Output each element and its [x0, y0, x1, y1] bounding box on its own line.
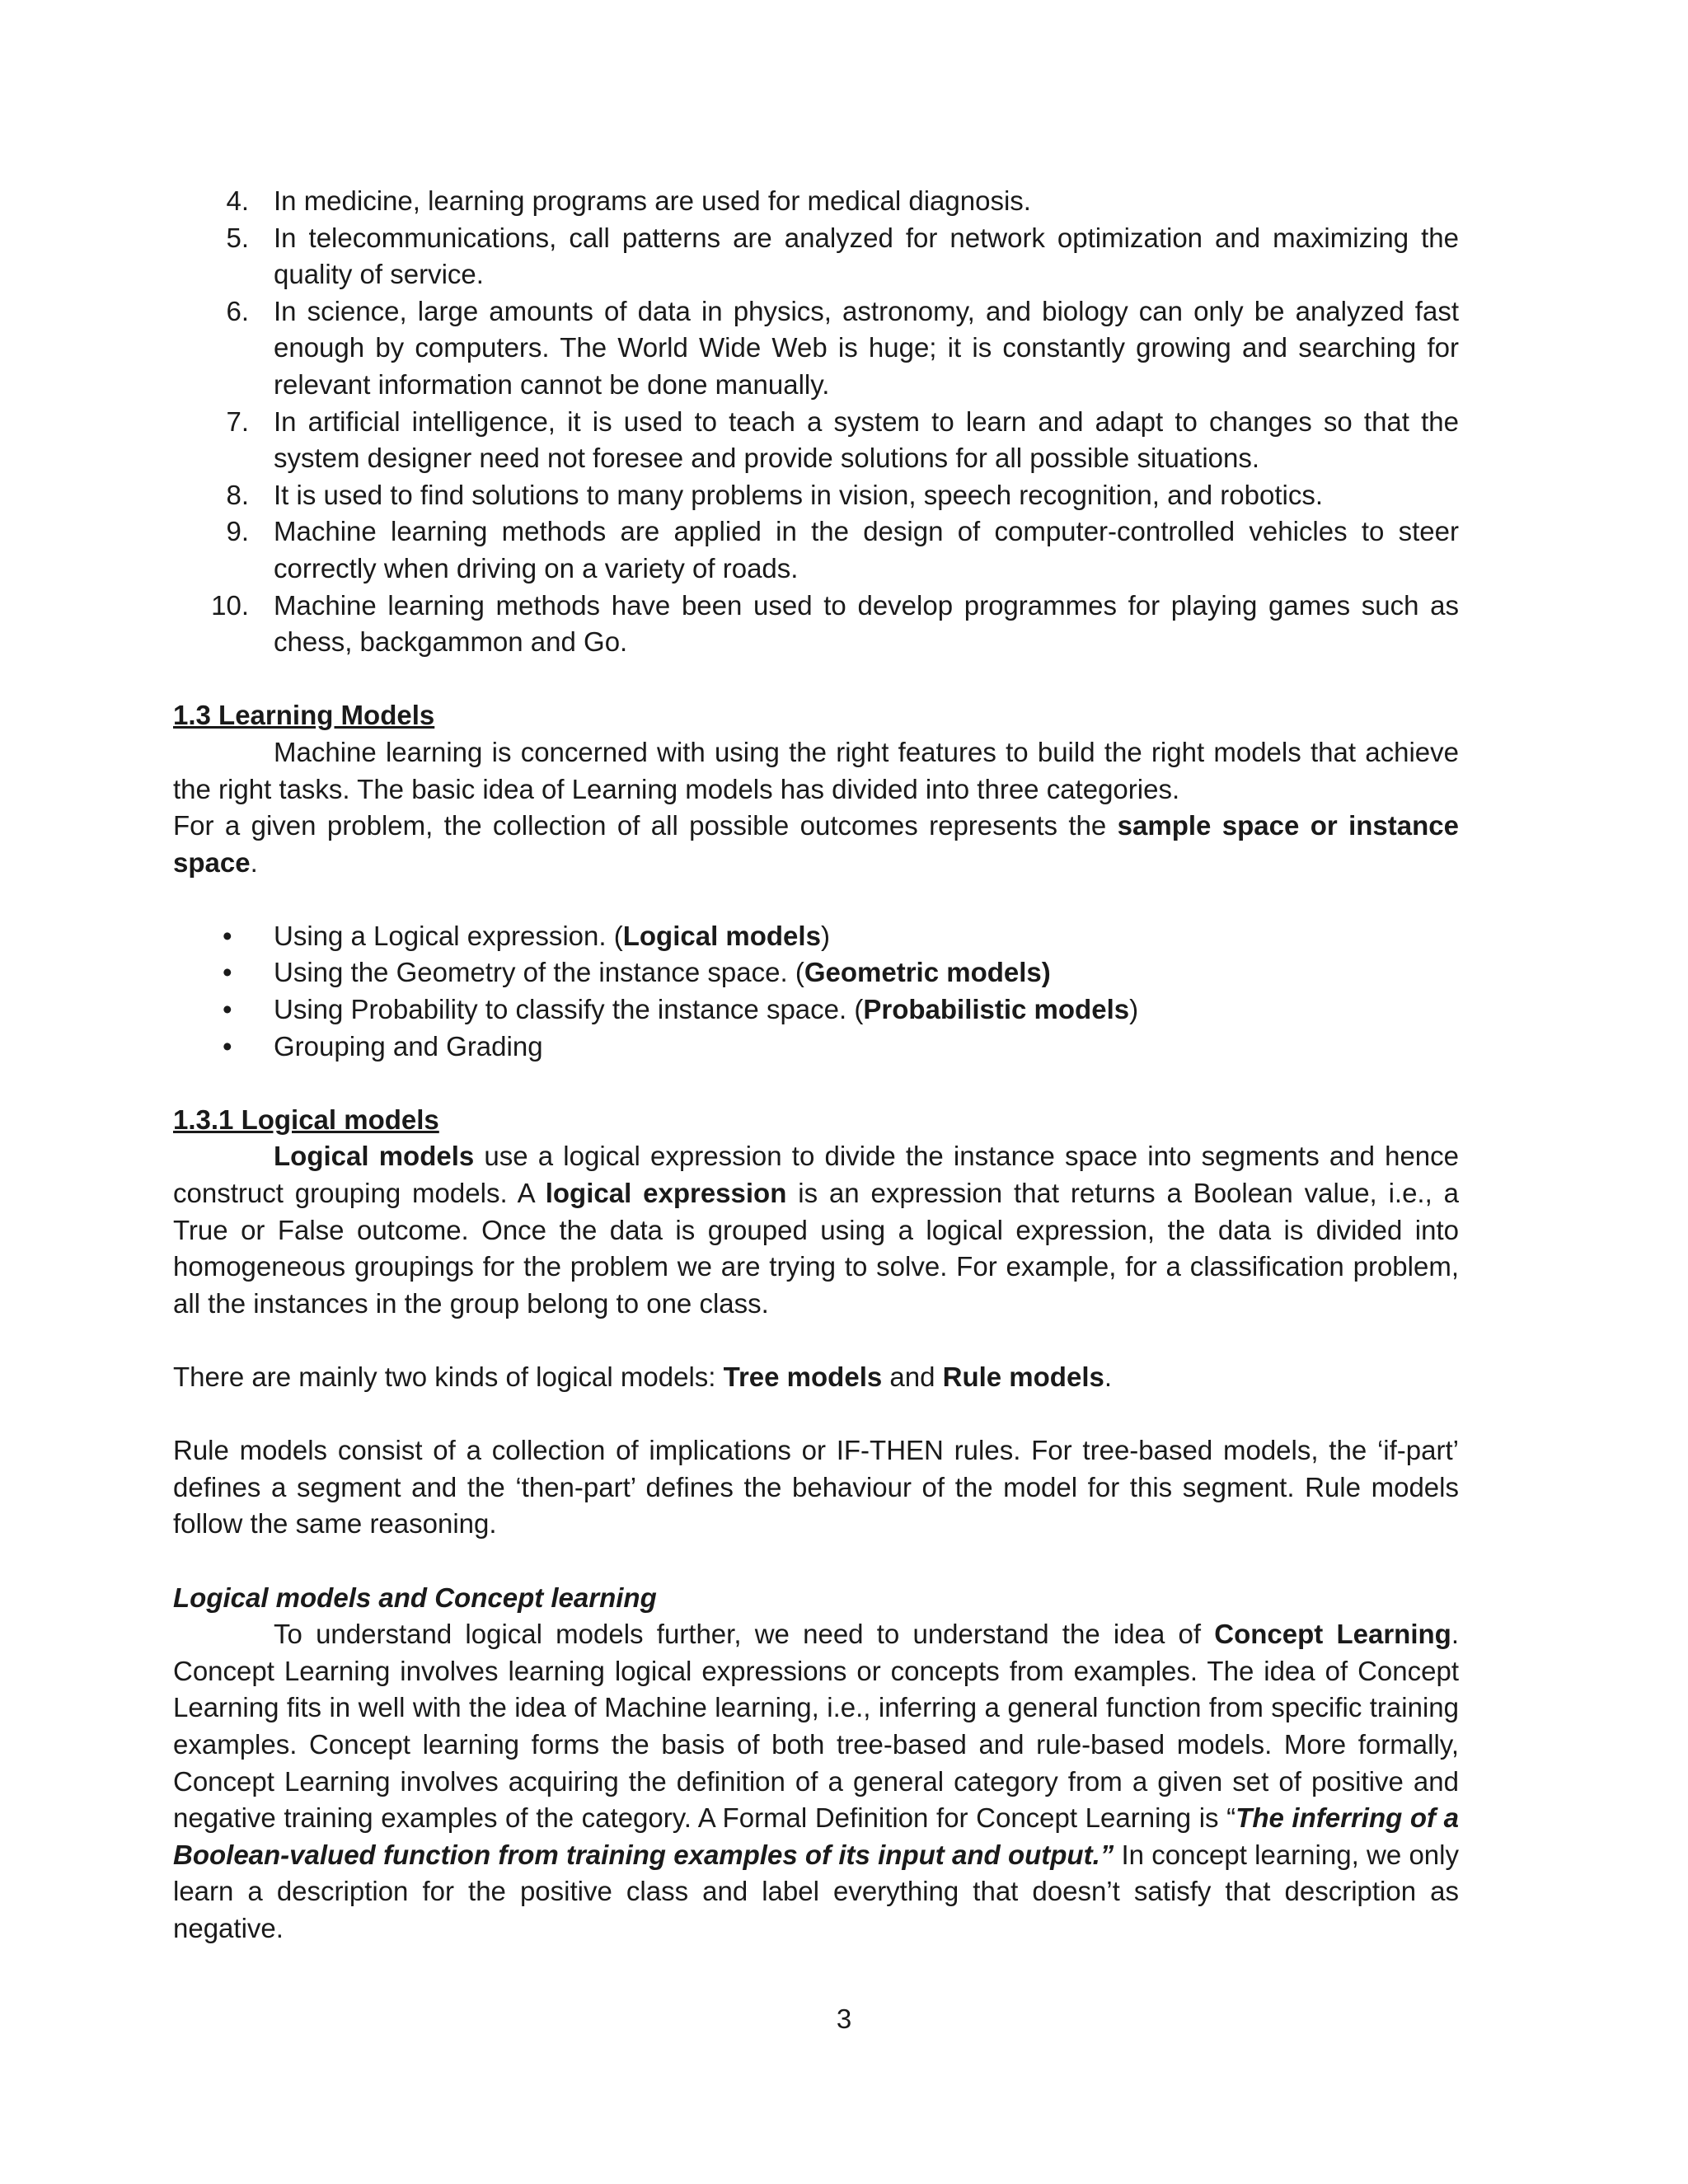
- list-item-text: In telecommunications, call patterns are analyzed for network optimization and maximizing the quality of service.: [274, 222, 1459, 290]
- bullet-icon: •: [223, 920, 232, 951]
- spacer: [173, 1543, 1459, 1580]
- list-item-number: 4.: [226, 185, 249, 216]
- spacer: [173, 881, 1459, 918]
- bullet-item: [173, 918, 1459, 955]
- paragraph-text: In concept learning, we only learn a description for the positive class and label everything that doesn’t satisfy that description as negative.: [173, 1839, 1459, 1943]
- bullet-icon: •: [223, 1030, 232, 1062]
- bold-term: logical expression: [545, 1178, 787, 1209]
- list-item-number: 10.: [211, 589, 249, 621]
- bullet-text: Grouping and Grading: [274, 1030, 543, 1062]
- spacer: [173, 1065, 1459, 1102]
- bullet-item: [173, 954, 1459, 991]
- list-item-text: Machine learning methods are applied in the design of computer-controlled vehicles to steer correctly when driving on a variety of roads.: [274, 516, 1459, 583]
- list-item-number: 5.: [226, 222, 249, 253]
- list-item-text: In artificial intelligence, it is used to teach a system to learn and adapt to changes so that the system designer need not foresee and provide solutions for all possible situations.: [274, 405, 1459, 474]
- bold-term: sample space or instance space: [173, 810, 1459, 878]
- bold-term: Tree models: [723, 1361, 883, 1392]
- list-item-text: In science, large amounts of data in physics, astronomy, and biology can only be analyzed fast enough by computers. The World Wide Web is huge; it is constantly growing and searching for relevant information cannot be done manually.: [274, 295, 1459, 400]
- paragraph-text: There are mainly two kinds of logical models:: [173, 1361, 724, 1392]
- bullet-text: Using a Logical expression. (: [274, 920, 623, 951]
- numbered-list: [173, 183, 1459, 661]
- bold-italic-definition: The inferring of a Boolean-valued function from training examples of its input and output.”: [173, 1802, 1459, 1870]
- bold-term: Rule models: [942, 1361, 1104, 1392]
- list-item-text: In medicine, learning programs are used for medical diagnosis.: [274, 185, 1031, 216]
- list-item-number: 6.: [226, 295, 249, 326]
- list-item-text: It is used to find solutions to many problems in vision, speech recognition, and robotics.: [274, 479, 1324, 510]
- subsection-heading-concept-learning: Logical models and Concept learning: [173, 1582, 657, 1613]
- spacer: [173, 1322, 1459, 1359]
- paragraph: [173, 808, 1459, 881]
- bullet-text: Using the Geometry of the instance space. (: [274, 957, 804, 988]
- paragraph-text: .: [1104, 1361, 1113, 1392]
- bullet-icon: •: [223, 957, 232, 988]
- paragraph-text: use a logical expression to divide the instance space into segments and hence construct grouping models. A: [173, 1141, 1460, 1209]
- paragraph: Rule models consist of a collection of implications or IF-THEN rules. For tree-based models, the ‘if-part’ defines a segment and the ‘then-part’ defines the behaviour of the model for this segment. Rule models follow the same reasoning.: [173, 1435, 1459, 1540]
- list-item: [173, 477, 1459, 514]
- bold-term: Logical models: [274, 1141, 475, 1172]
- paragraph: [173, 1359, 1459, 1396]
- list-item: [173, 293, 1459, 404]
- paragraph-text: and: [882, 1361, 943, 1392]
- document-page: [173, 183, 1459, 1947]
- list-item: [173, 513, 1459, 587]
- paragraph: Machine learning is concerned with using the right features to build the right models that achieve the right tasks. The basic idea of Learning models has divided into three categories.: [173, 736, 1459, 804]
- list-item: [173, 588, 1459, 661]
- bullet-item: [173, 991, 1459, 1029]
- bullet-list: [173, 918, 1459, 1065]
- list-item-number: 9.: [226, 516, 249, 547]
- bullet-icon: •: [223, 994, 232, 1025]
- paragraph-text: is an expression that returns a Boolean value, i.e., a True or False outcome. Once the data is grouped using a logical expression, the data is divided into homogeneous groupings for the problem we are trying to solve. For example, for a classification problem, all the instances in the group belong to one class.: [173, 1178, 1459, 1319]
- paragraph: [173, 1138, 1459, 1322]
- paragraph-text: .: [250, 846, 258, 878]
- bullet-bold: Geometric models): [804, 957, 1051, 988]
- bullet-text: ): [1129, 994, 1139, 1025]
- bullet-text: ): [820, 920, 830, 951]
- list-item: [173, 404, 1459, 477]
- bullet-bold: Probabilistic models: [863, 994, 1130, 1025]
- bold-term: Concept Learning: [1214, 1619, 1451, 1650]
- paragraph-text: . Concept Learning involves learning logical expressions or concepts from examples. The idea of Concept Learning fits in well with the idea of Machine learning, i.e., inferring a general function from specific training examples. Concept learning forms the basis of both tree-based and rule-based models. More formally, Concept Learning involves acquiring the definition of a general category from a given set of positive and negative training examples of the category. A Formal Definition for Concept Learning is “: [173, 1619, 1459, 1834]
- section-heading-learning-models: 1.3 Learning Models: [173, 700, 435, 731]
- bullet-bold: Logical models: [622, 920, 821, 951]
- list-item-number: 7.: [226, 405, 249, 437]
- paragraph-text: For a given problem, the collection of all possible outcomes represents the: [173, 810, 1118, 841]
- spacer: [173, 1396, 1459, 1433]
- paragraph: [173, 1616, 1459, 1947]
- page-number: 3: [836, 2004, 852, 2034]
- bullet-item: [173, 1029, 1459, 1066]
- spacer: [173, 661, 1459, 698]
- bullet-text: Using Probability to classify the instance space. (: [274, 994, 864, 1025]
- list-item-number: 8.: [226, 479, 249, 510]
- list-item-text: Machine learning methods have been used to develop programmes for playing games such as chess, backgammon and Go.: [274, 589, 1459, 658]
- list-item: [173, 220, 1459, 293]
- section-heading-logical-models: 1.3.1 Logical models: [173, 1104, 439, 1135]
- paragraph-text: To understand logical models further, we need to understand the idea of: [274, 1619, 1215, 1650]
- list-item: [173, 183, 1459, 220]
